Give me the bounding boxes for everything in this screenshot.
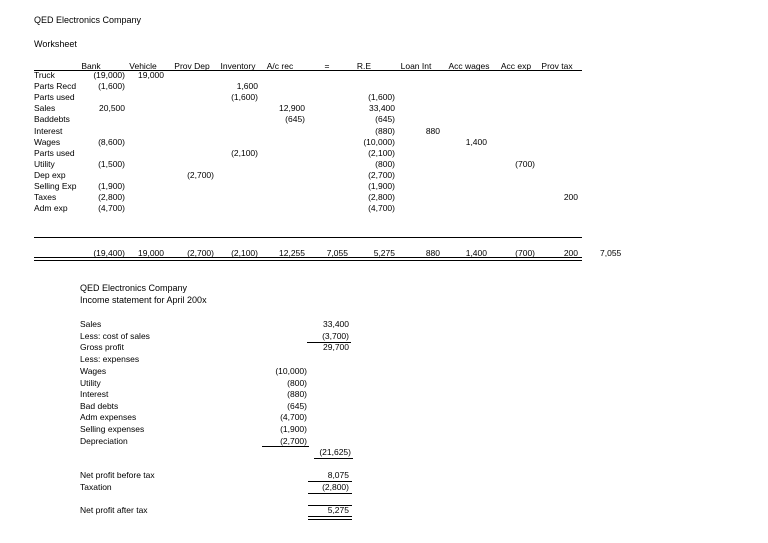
worksheet-cell: (8,600) <box>98 136 125 147</box>
worksheet-total-cell: 19,000 <box>138 248 164 258</box>
worksheet-header: Acc exp <box>500 61 532 71</box>
is-title: Income statement for April 200x <box>80 295 207 305</box>
worksheet-row-label: Taxes <box>34 192 57 203</box>
is-value: (2,800) <box>322 482 349 492</box>
worksheet-row-label: Adm exp <box>34 203 68 214</box>
worksheet-total-cell: (2,700) <box>187 248 214 258</box>
worksheet-row-label: Utility <box>34 158 55 169</box>
worksheet-header: Prov tax <box>541 61 573 71</box>
is-gross-rule <box>307 342 351 343</box>
is-expense-value: (800) <box>287 377 307 388</box>
worksheet-cell: (4,700) <box>98 203 125 214</box>
is-npat-rule-top <box>308 505 352 506</box>
worksheet-row-label: Interest <box>34 125 63 136</box>
worksheet-cell: (4,700) <box>368 203 395 214</box>
is-expense-rule <box>262 446 309 447</box>
worksheet-bottom-rule <box>34 237 582 238</box>
is-expense-label: Adm expenses <box>80 412 137 423</box>
is-expense-value: (4,700) <box>280 412 307 423</box>
worksheet-total-cell: 5,275 <box>373 248 395 258</box>
worksheet-cell: (880) <box>375 125 395 136</box>
worksheet-total-cell: 1,400 <box>465 248 487 258</box>
worksheet-header: = <box>324 61 330 71</box>
worksheet-outside-total: 7,055 <box>600 248 622 258</box>
worksheet-row-label: Selling Exp <box>34 181 77 191</box>
worksheet-cell: (2,800) <box>98 192 125 203</box>
worksheet-cell: 19,000 <box>138 70 164 80</box>
worksheet-cell: (2,100) <box>231 147 258 158</box>
worksheet-cell: 200 <box>563 192 578 203</box>
worksheet-cell: (1,500) <box>98 158 125 169</box>
is-label: Net profit after tax <box>80 505 148 515</box>
worksheet-total-cell: 200 <box>563 248 578 258</box>
is-label: Less: cost of sales <box>80 331 150 341</box>
worksheet-total-cell: 12,255 <box>279 248 305 258</box>
worksheet-header: R.E <box>356 61 372 71</box>
is-expense-label: Depreciation <box>80 435 128 446</box>
is-npat-double-rule <box>308 516 352 520</box>
is-expense-label: Interest <box>80 389 109 400</box>
worksheet-cell: (1,600) <box>231 92 258 103</box>
worksheet-row-label: Sales <box>34 103 56 114</box>
worksheet-row-label: Wages <box>34 136 61 147</box>
is-npbt-rule <box>308 481 352 482</box>
is-value: 29,700 <box>323 342 349 352</box>
worksheet-total-cell: (19,400) <box>93 248 125 258</box>
worksheet-cell: (2,700) <box>187 169 214 180</box>
is-expense-value: (645) <box>287 400 307 411</box>
worksheet-cell: (645) <box>375 114 395 125</box>
worksheet-cell: (10,000) <box>363 136 395 147</box>
worksheet-cell: 33,400 <box>369 103 395 114</box>
company-name: QED Electronics Company <box>34 15 142 25</box>
worksheet-cell: (1,900) <box>98 181 125 191</box>
worksheet-row-label: Parts Recd <box>34 81 77 92</box>
worksheet-header: A/c rec <box>266 61 294 71</box>
worksheet-total-cell: 7,055 <box>326 248 348 258</box>
worksheet-label: Worksheet <box>34 39 77 49</box>
is-expense-value: (880) <box>287 389 307 400</box>
worksheet-header: Acc wages <box>448 61 490 71</box>
worksheet-cell: 20,500 <box>99 103 125 114</box>
worksheet-header: Bank <box>81 61 101 71</box>
is-value: (3,700) <box>322 331 349 341</box>
worksheet-header: Inventory <box>220 61 256 71</box>
worksheet-total-double-rule <box>34 257 582 261</box>
is-value: 8,075 <box>327 470 349 480</box>
is-expense-value: (1,900) <box>280 424 307 434</box>
is-value: 5,275 <box>327 505 349 515</box>
worksheet-cell: (2,100) <box>368 147 395 158</box>
is-expense-value: (2,700) <box>280 435 307 446</box>
worksheet-cell: 1,400 <box>465 136 487 147</box>
is-company: QED Electronics Company <box>80 283 188 293</box>
worksheet-cell: (1,900) <box>368 181 395 191</box>
worksheet-row-label: Parts used <box>34 147 75 158</box>
worksheet-cell: (19,000) <box>93 70 125 80</box>
worksheet-header: Vehicle <box>129 61 157 71</box>
is-label: Net profit before tax <box>80 470 155 480</box>
is-value: (21,625) <box>319 447 351 457</box>
worksheet-total-cell: (2,100) <box>231 248 258 258</box>
worksheet-cell: (2,800) <box>368 192 395 203</box>
is-expense-label: Bad debts <box>80 400 119 411</box>
worksheet-total-cell: 880 <box>425 248 440 258</box>
worksheet-row-label: Dep exp <box>34 169 66 180</box>
worksheet-header: Prov Dep <box>174 61 210 71</box>
worksheet-cell: (2,700) <box>368 169 395 180</box>
worksheet-cell: 1,600 <box>236 81 258 92</box>
worksheet-cell: (700) <box>515 158 535 169</box>
is-tax-rule <box>308 493 352 494</box>
worksheet-cell: (1,600) <box>368 92 395 103</box>
is-expense-value: (10,000) <box>275 366 307 376</box>
is-expense-label: Selling expenses <box>80 424 145 434</box>
worksheet-cell: (1,600) <box>98 81 125 92</box>
is-expense-label: Utility <box>80 377 101 388</box>
worksheet-cell: 12,900 <box>279 103 305 114</box>
worksheet-row-label: Baddebts <box>34 114 70 125</box>
worksheet-row-label: Parts used <box>34 92 75 103</box>
is-expense-label: Wages <box>80 366 107 376</box>
is-label: Less: expenses <box>80 354 140 364</box>
is-label: Taxation <box>80 482 112 492</box>
is-value: 33,400 <box>323 319 349 329</box>
worksheet-top-rule <box>34 70 582 71</box>
worksheet-cell: 880 <box>425 125 440 136</box>
is-label: Sales <box>80 319 102 329</box>
worksheet-cell: (645) <box>285 114 305 125</box>
is-total-rule <box>314 458 353 459</box>
worksheet-cell: (800) <box>375 158 395 169</box>
worksheet-total-cell: (700) <box>515 248 535 258</box>
worksheet-header: Loan Int <box>400 61 432 71</box>
worksheet-row-label: Truck <box>34 70 55 80</box>
is-label: Gross profit <box>80 342 124 352</box>
